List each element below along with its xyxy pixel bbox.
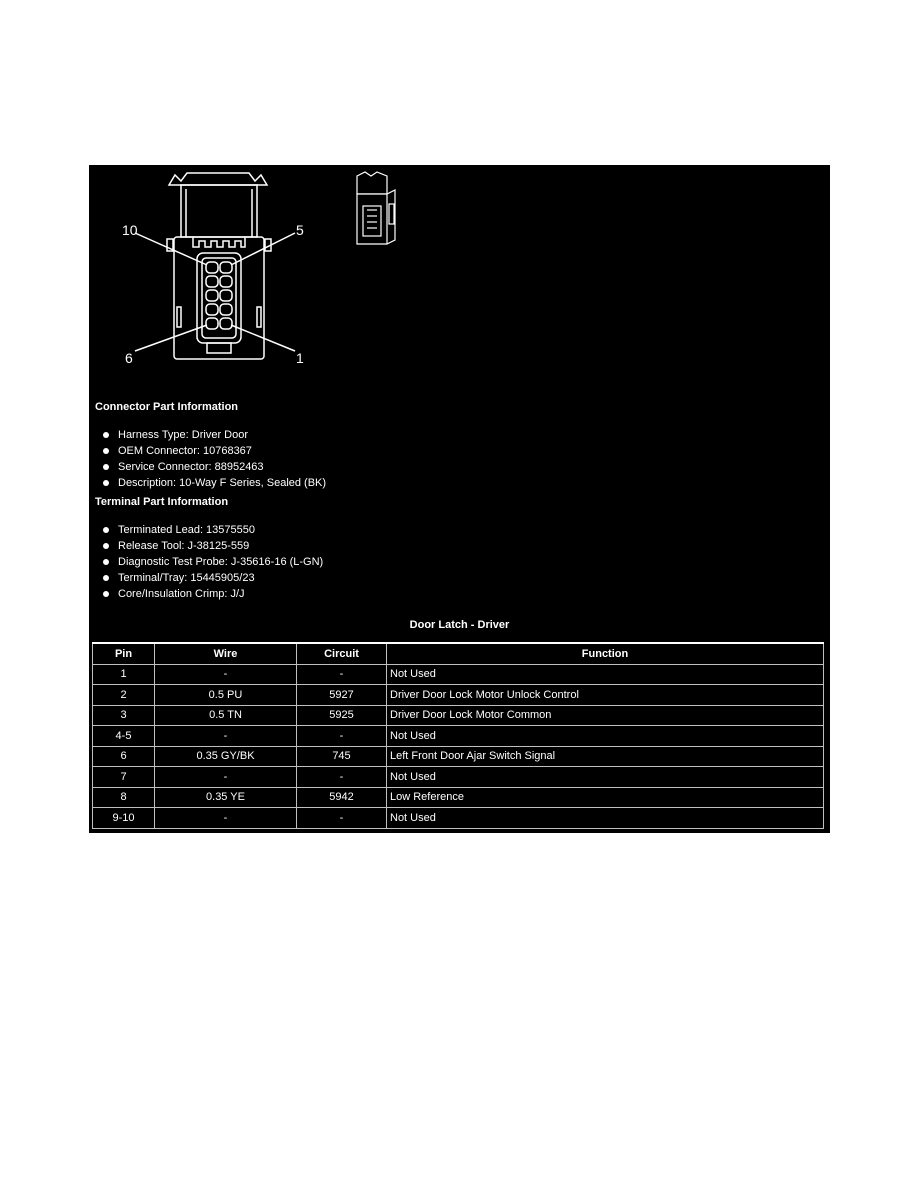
pin-cell: 4-5 [93, 726, 155, 747]
pin-label-5: 5 [296, 222, 304, 238]
list-item: Harness Type: Driver Door [103, 427, 326, 443]
circuit-cell: - [297, 664, 387, 685]
table-header-row [93, 643, 824, 664]
connector-thumbnail [353, 170, 403, 248]
list-item: Service Connector: 88952463 [103, 459, 326, 475]
column-header-circuit: Circuit [297, 643, 387, 664]
circuit-cell: - [297, 726, 387, 747]
wire-cell: 0.35 GY/BK [155, 746, 297, 767]
column-header-function: Function [387, 643, 824, 664]
pin-cell: 7 [93, 767, 155, 788]
list-item: Core/Insulation Crimp: J/J [103, 586, 323, 602]
list-item: OEM Connector: 10768367 [103, 443, 326, 459]
list-item: Terminal/Tray: 15445905/23 [103, 570, 323, 586]
pin-cell: 6 [93, 746, 155, 767]
connector-face-diagram [89, 165, 349, 375]
table-row [93, 808, 824, 829]
wire-cell: 0.35 YE [155, 787, 297, 808]
table-row [93, 767, 824, 788]
pin-label-6: 6 [125, 350, 133, 366]
terminal-part-info-list [103, 522, 323, 602]
pin-label-1: 1 [296, 350, 304, 366]
table-row [93, 705, 824, 726]
column-header-wire: Wire [155, 643, 297, 664]
circuit-cell: 745 [297, 746, 387, 767]
wire-cell: - [155, 664, 297, 685]
connector-part-info-heading: Connector Part Information [95, 401, 239, 413]
wire-cell: - [155, 808, 297, 829]
connector-info-panel [89, 165, 830, 833]
function-cell: Driver Door Lock Motor Common [387, 705, 824, 726]
wire-cell: - [155, 726, 297, 747]
function-cell: Not Used [387, 726, 824, 747]
pin-cell: 2 [93, 685, 155, 706]
function-cell: Driver Door Lock Motor Unlock Control [387, 685, 824, 706]
table-row [93, 664, 824, 685]
function-cell: Left Front Door Ajar Switch Signal [387, 746, 824, 767]
circuit-cell: 5927 [297, 685, 387, 706]
circuit-cell: - [297, 808, 387, 829]
pin-cell: 3 [93, 705, 155, 726]
pin-label-10: 10 [122, 222, 138, 238]
wire-cell: - [155, 767, 297, 788]
function-cell: Not Used [387, 664, 824, 685]
table-caption: Door Latch - Driver [409, 619, 510, 631]
table-row [93, 726, 824, 747]
terminal-part-info-heading: Terminal Part Information [95, 496, 229, 508]
list-item: Diagnostic Test Probe: J-35616-16 (L-GN) [103, 554, 323, 570]
wire-cell: 0.5 TN [155, 705, 297, 726]
list-item: Description: 10-Way F Series, Sealed (BK) [103, 475, 326, 491]
connector-part-info-list [103, 427, 326, 491]
function-cell: Not Used [387, 767, 824, 788]
list-item: Release Tool: J-38125-559 [103, 538, 323, 554]
function-cell: Not Used [387, 808, 824, 829]
circuit-cell: 5925 [297, 705, 387, 726]
table-row [93, 746, 824, 767]
pin-cell: 8 [93, 787, 155, 808]
circuit-cell: 5942 [297, 787, 387, 808]
list-item: Terminated Lead: 13575550 [103, 522, 323, 538]
column-header-pin: Pin [93, 643, 155, 664]
wire-cell: 0.5 PU [155, 685, 297, 706]
table-row [93, 787, 824, 808]
table-row [93, 685, 824, 706]
pin-cell: 1 [93, 664, 155, 685]
circuit-cell: - [297, 767, 387, 788]
pinout-table [92, 642, 824, 829]
function-cell: Low Reference [387, 787, 824, 808]
pin-cell: 9-10 [93, 808, 155, 829]
